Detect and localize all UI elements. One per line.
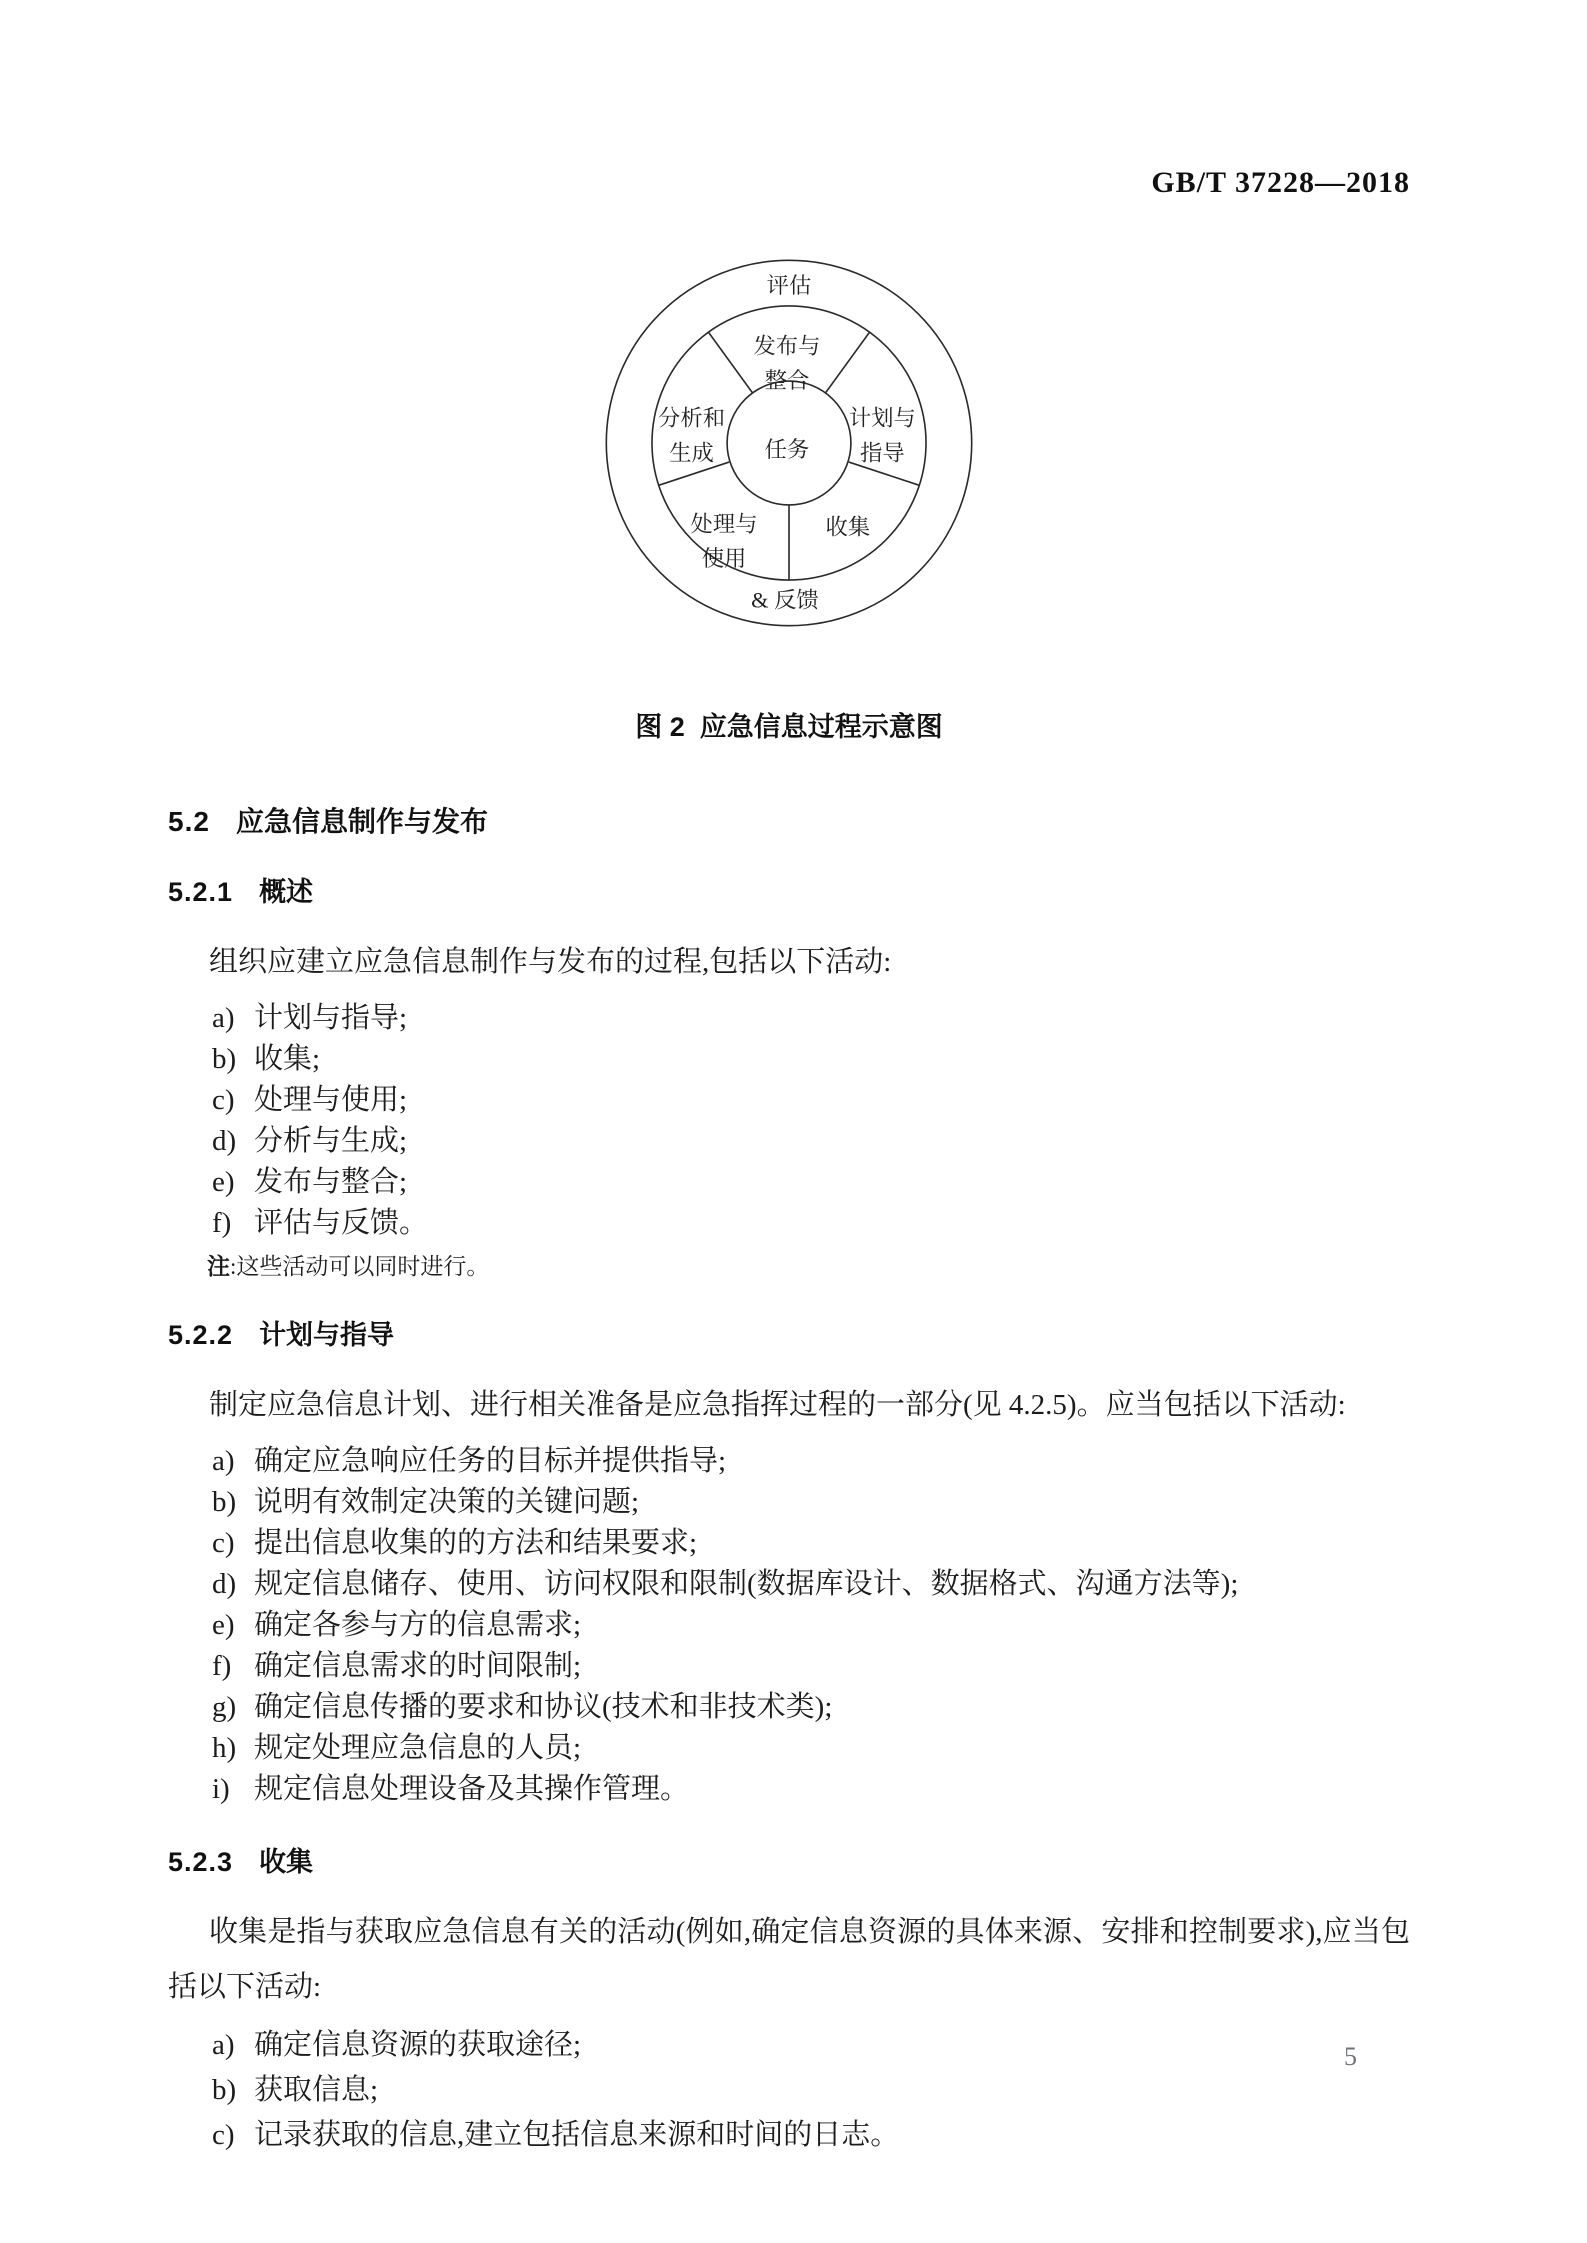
list-item: b) 说明有效制定决策的关键问题; [212, 1486, 640, 1518]
list-item: a) 计划与指导; [212, 1002, 408, 1034]
list-item: f) 评估与反馈。 [212, 1207, 429, 1239]
list-item: d) 分析与生成; [212, 1125, 408, 1157]
page-number: 5 [1344, 2042, 1357, 2071]
paragraph-5-2-3-intro: 收集是指与获取应急信息有关的活动(例如,确定信息资源的具体来源、安排和控制要求),应当包括以下活动: [168, 1916, 1410, 2003]
paragraph-5-2-1-intro: 组织应建立应急信息制作与发布的过程,包括以下活动: [209, 946, 892, 978]
divider-lower-left [659, 462, 729, 485]
divider-upper-right [825, 332, 869, 393]
section-title: 计划与指导 [259, 1320, 395, 1350]
diagram-label-task: 任务 [764, 437, 810, 463]
list-5-2-1 [168, 998, 1410, 1244]
section-number: 5.2.2 [168, 1320, 234, 1350]
list-item: d) 规定信息储存、使用、访问权限和限制(数据库设计、数据格式、沟通方法等); [212, 1568, 1239, 1600]
diagram-label-process-line2: 使用 [701, 545, 747, 571]
list-item: i) 规定信息处理设备及其操作管理。 [212, 1773, 690, 1805]
section-number: 5.2.3 [168, 1847, 234, 1877]
paragraph-5-2-2-intro: 制定应急信息计划、进行相关准备是应急指挥过程的一部分(见 4.2.5)。应当包括以下活动: [209, 1389, 1346, 1421]
section-heading-5-2-2 [168, 1313, 1410, 1352]
list-item: c) 提出信息收集的的方法和结果要求; [212, 1527, 698, 1559]
list-item: c) 处理与使用; [212, 1084, 408, 1116]
divider-upper-left [708, 332, 752, 393]
list-item: f) 确定信息需求的时间限制; [212, 1650, 582, 1682]
diagram-label-publish-line1: 发布与 [753, 333, 821, 359]
diagram-label-feedback: & 反馈 [751, 587, 819, 613]
list-5-2-2 [168, 1441, 1410, 1810]
diagram-label-publish-line2: 整合 [764, 368, 810, 394]
diagram-label-plan-line1: 计划与 [848, 405, 916, 431]
figure-2 [168, 240, 1410, 651]
list-item: g) 确定信息传播的要求和协议(技术和非技术类); [212, 1691, 833, 1723]
standard-number-header: GB/T 37228—2018 [1151, 166, 1410, 199]
divider-lower-right [849, 462, 919, 485]
section-title: 概述 [259, 877, 314, 907]
note-5-2-1 [168, 1250, 1410, 1283]
diagram-label-analyze-line2: 生成 [669, 440, 714, 466]
section-heading-5-2 [168, 800, 1410, 840]
diagram-label-analyze-line1: 分析和 [658, 405, 726, 431]
list-item: a) 确定信息资源的获取途径; [212, 2029, 582, 2061]
list-item: b) 收集; [212, 1043, 321, 1075]
diagram-label-collect: 收集 [825, 514, 871, 540]
note-text: :这些活动可以同时进行。 [230, 1254, 490, 1279]
diagram-label-process-line1: 处理与 [690, 511, 758, 537]
note-label: 注 [207, 1253, 230, 1279]
section-number: 5.2.1 [168, 877, 234, 907]
section-heading-5-2-1 [168, 870, 1410, 909]
section-title: 应急信息制作与发布 [235, 806, 488, 837]
section-number: 5.2 [168, 806, 210, 837]
list-item: b) 获取信息; [212, 2074, 379, 2106]
list-5-2-3 [168, 2023, 1410, 2158]
figure-caption: 图 2 应急信息过程示意图 [635, 712, 943, 742]
diagram-label-plan-line2: 指导 [860, 440, 905, 466]
list-item: e) 发布与整合; [212, 1166, 408, 1198]
list-item: e) 确定各参与方的信息需求; [212, 1609, 582, 1641]
list-item: a) 确定应急响应任务的目标并提供指导; [212, 1445, 727, 1477]
list-item: h) 规定处理应急信息的人员; [212, 1732, 582, 1764]
emergency-info-process-diagram [586, 240, 992, 646]
section-title: 收集 [259, 1847, 314, 1877]
list-item: c) 记录获取的信息,建立包括信息来源和时间的日志。 [212, 2119, 900, 2151]
section-heading-5-2-3 [168, 1840, 1410, 1879]
diagram-label-evaluation: 评估 [766, 272, 812, 298]
